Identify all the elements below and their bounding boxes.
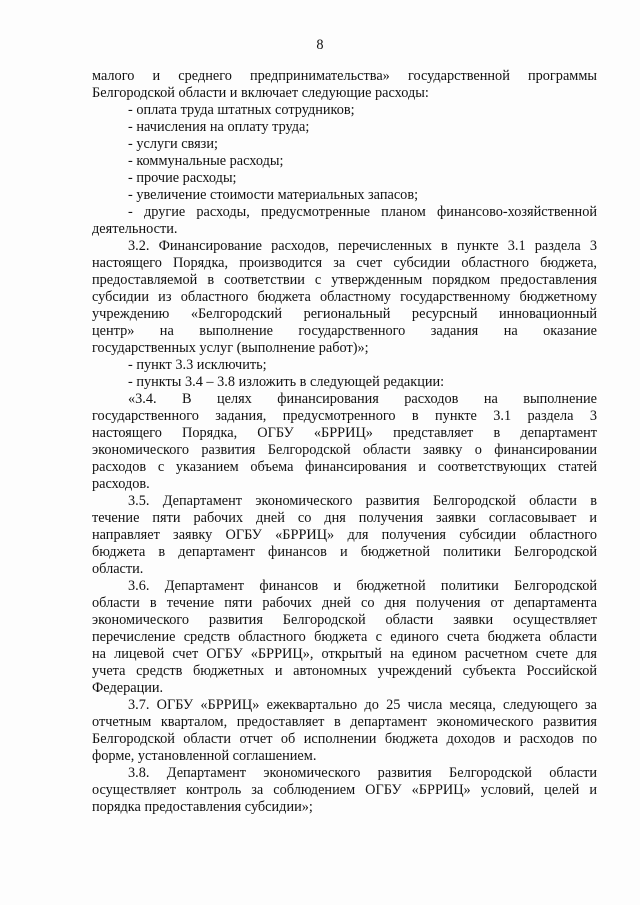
text-line: настоящего Порядка, производится за счет субсидии областного бюджета, [92,255,597,271]
list-item: - коммунальные расходы; [128,153,284,169]
list-item: - увеличение стоимости материальных запасов; [128,187,419,203]
text-line: малого и среднего предпринимательства» государственной программы [92,68,597,84]
paragraph-3-6 [92,578,597,697]
text-line: расходов с указанием объема финансирования и соответствующих статей [92,459,597,475]
intro-paragraph [92,68,597,102]
text-line: 3.8. Департамент экономического развития Белгородской области [128,765,597,781]
paragraph-3-7 [92,697,597,765]
text-line: Федерации. [92,680,164,696]
expenses-list [92,102,597,204]
text-line: области в течение пяти рабочих дней со дня получения от департамента [92,595,597,611]
list-item: - услуги связи; [128,136,218,152]
text-line: 3.6. Департамент финансов и бюджетной политики Белгородской [128,578,597,594]
text-line: 3.2. Финансирование расходов, перечисленных в пункте 3.1 раздела 3 [128,238,597,254]
amendment-item: - пункты 3.4 – 3.8 изложить в следующей редакции: [128,374,445,390]
document-body [92,68,597,816]
text-line: 3.5. Департамент экономического развития Белгородской области в [128,493,597,509]
list-item: - оплата труда штатных сотрудников; [128,102,355,118]
text-line: 3.7. ОГБУ «БРРИЦ» ежеквартально до 25 числа месяца, следующего за [128,697,597,713]
text-line: субсидии из областного бюджета областному государственному бюджетному [92,289,597,305]
text-line: области. [92,561,144,577]
text-line: отчетным кварталом, предоставляет в департамент экономического развития [92,714,597,730]
text-line: Белгородской области и включает следующие расходы: [92,85,429,101]
text-line: перечисление средств областного бюджета с единого счета бюджета области [92,629,597,645]
text-line: бюджета в департамент финансов и бюджетной политики Белгородской [92,544,597,560]
text-line: на лицевой счет ОГБУ «БРРИЦ», открытый на едином расчетном счете для [92,646,597,662]
text-line: порядка предоставления субсидии»; [92,799,313,815]
text-line: Белгородской области отчет об исполнении бюджета доходов и расходов по [92,731,597,747]
amendment-item: - пункт 3.3 исключить; [128,357,267,373]
text-line: государственного задания, предусмотренного в пункте 3.1 раздела 3 [92,408,597,424]
paragraph-3-8 [92,765,597,816]
paragraph-3-4 [92,391,597,493]
text-line: учреждению «Белгородский региональный ресурсный инновационный [92,306,597,322]
text-line: форме, установленной соглашением. [92,748,317,764]
text-line: направляет заявку ОГБУ «БРРИЦ» для получения субсидии областного [92,527,597,543]
text-line: деятельности. [92,221,178,237]
text-line: предоставляемой в соответствии с утвержденным порядком предоставления [92,272,597,288]
page-number: 8 [316,37,324,53]
paragraph-3-5 [92,493,597,578]
text-line: экономического развития Белгородской области заявку о финансировании [92,442,597,458]
paragraph-3-2 [92,238,597,357]
text-line: осуществляет контроль за соблюдением ОГБУ «БРРИЦ» условий, целей и [92,782,597,798]
list-item: - начисления на оплату труда; [128,119,310,135]
text-line: настоящего Порядка, ОГБУ «БРРИЦ» представляет в департамент [92,425,597,441]
text-line: экономического развития Белгородской области заявки осуществляет [92,612,597,628]
text-line: течение пяти рабочих дней со дня получения заявки согласовывает и [92,510,597,526]
list-item: - прочие расходы; [128,170,237,186]
text-line: «3.4. В целях финансирования расходов на выполнение [128,391,597,407]
text-line: учета средств бюджетных и автономных учреждений субъекта Российской [92,663,597,679]
text-line: расходов. [92,476,150,492]
text-line: центр» на выполнение государственного задания на оказание [92,323,597,339]
text-line: - другие расходы, предусмотренные планом финансово-хозяйственной [128,204,597,220]
text-line: государственных услуг (выполнение работ)»; [92,340,369,356]
other-expenses-item [92,204,597,238]
